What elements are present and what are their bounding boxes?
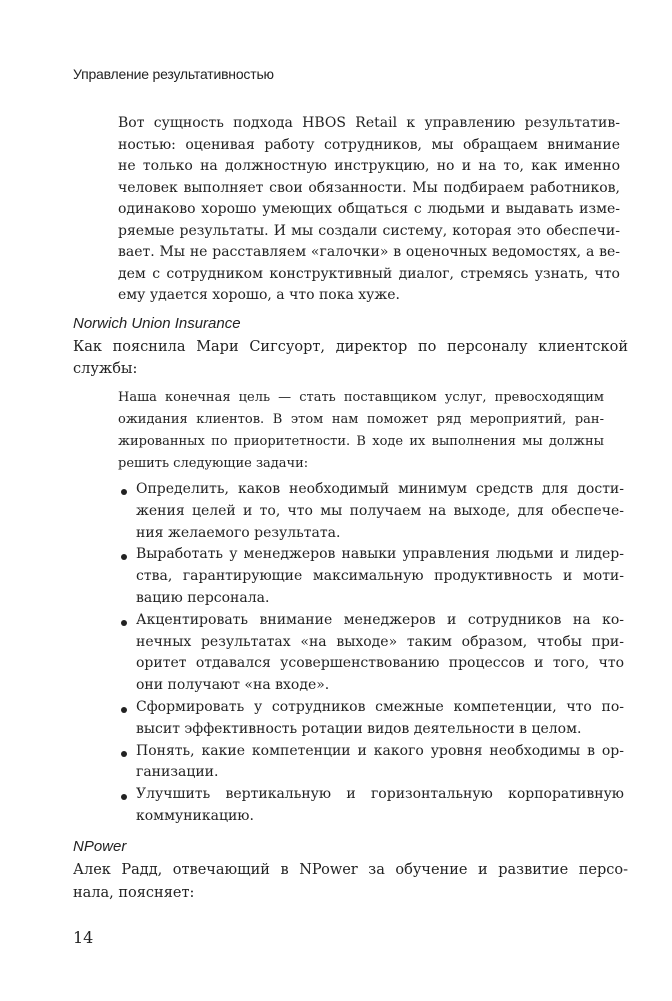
bullet-icon xyxy=(121,751,127,757)
bullet-item-line: Акцентировать внимание менеджеров и сотрудников на ко- xyxy=(136,611,624,628)
text-line: нала, поясняет: xyxy=(73,885,195,901)
text-line: Наша конечная цель — стать поставщиком услуг, превосходящим xyxy=(118,390,604,405)
bullet-item-line: ганизации. xyxy=(136,764,219,781)
bullet-item-line: Улучшить вертикальную и горизонтальную корпоративную xyxy=(136,786,624,803)
bullet-icon xyxy=(121,707,127,713)
bullet-icon xyxy=(121,794,127,800)
bullet-item-line: нечных результатах «на выходе» таким образом, чтобы при- xyxy=(136,633,624,650)
bullet-item-line: Определить, каков необходимый минимум средств для дости- xyxy=(136,481,624,497)
text-line: жированных по приоритетности. В ходе их выполнения мы должны xyxy=(118,434,604,449)
text-line: одинаково хорошо умеющих общаться с людьми и выдавать изме- xyxy=(118,201,620,217)
text-line: службы: xyxy=(73,361,138,377)
text-line: Как пояснила Мари Сигсуорт, директор по персоналу клиентской xyxy=(73,339,628,355)
bullet-icon xyxy=(121,620,127,626)
bullet-item-line: они получают «на входе». xyxy=(136,677,330,694)
bullet-item-line: высит эффективность ротации видов деятельности в целом. xyxy=(136,720,582,737)
page-number: 14 xyxy=(73,928,94,947)
section-heading-npower: NPower xyxy=(73,838,127,855)
bullet-icon xyxy=(121,489,127,495)
bullet-item-line: ния желаемого результата. xyxy=(136,524,341,541)
bullet-icon xyxy=(121,554,127,560)
bullet-item-line: коммуникацию. xyxy=(136,808,254,824)
text-line: человек выполняет свои обязанности. Мы подбираем работников, xyxy=(118,179,620,196)
text-line: ожидания клиентов. В этом нам поможет ряд мероприятий, ран- xyxy=(118,412,604,427)
text-line: ностью: оценивая работу сотрудников, мы обращаем внимание xyxy=(118,136,620,153)
bullet-item-line: вацию персонала. xyxy=(136,590,270,606)
bullet-item-line: Понять, какие компетенции и какого уровня необходимы в ор- xyxy=(136,742,624,759)
bullet-item-line: оритет отдавался усовершенствованию процессов и того, что xyxy=(136,655,624,672)
running-header: Управление результативностью xyxy=(73,66,274,82)
bullet-item-line: Сформировать у сотрудников смежные компетенции, что по- xyxy=(136,699,624,715)
text-line: не только на должностную инструкцию, но и на то, как именно xyxy=(118,158,620,174)
text-line: Алек Радд, отвечающий в NPower за обучение и развитие персо- xyxy=(73,862,628,878)
text-line: Вот сущность подхода HBOS Retail к управлению результатив- xyxy=(118,115,620,131)
bullet-item-line: жения целей и то, что мы получаем на выходе, для обеспече- xyxy=(136,502,624,519)
text-line: дем с сотрудником конструктивный диалог, стремясь узнать, что xyxy=(118,265,620,282)
text-line: ряемые результаты. И мы создали систему, которая это обеспечи- xyxy=(118,222,620,239)
bullet-item-line: Выработать у менеджеров навыки управления людьми и лидер- xyxy=(136,546,624,563)
section-heading-norwich: Norwich Union Insurance xyxy=(73,315,241,332)
text-line: вает. Мы не расставляем «галочки» в оценочных ведомостях, а ве- xyxy=(118,244,620,260)
text-line: решить следующие задачи: xyxy=(118,456,309,471)
bullet-item-line: ства, гарантирующие максимальную продуктивность и моти- xyxy=(136,568,624,585)
text-line: ему удается хорошо, а что пока хуже. xyxy=(118,287,401,303)
